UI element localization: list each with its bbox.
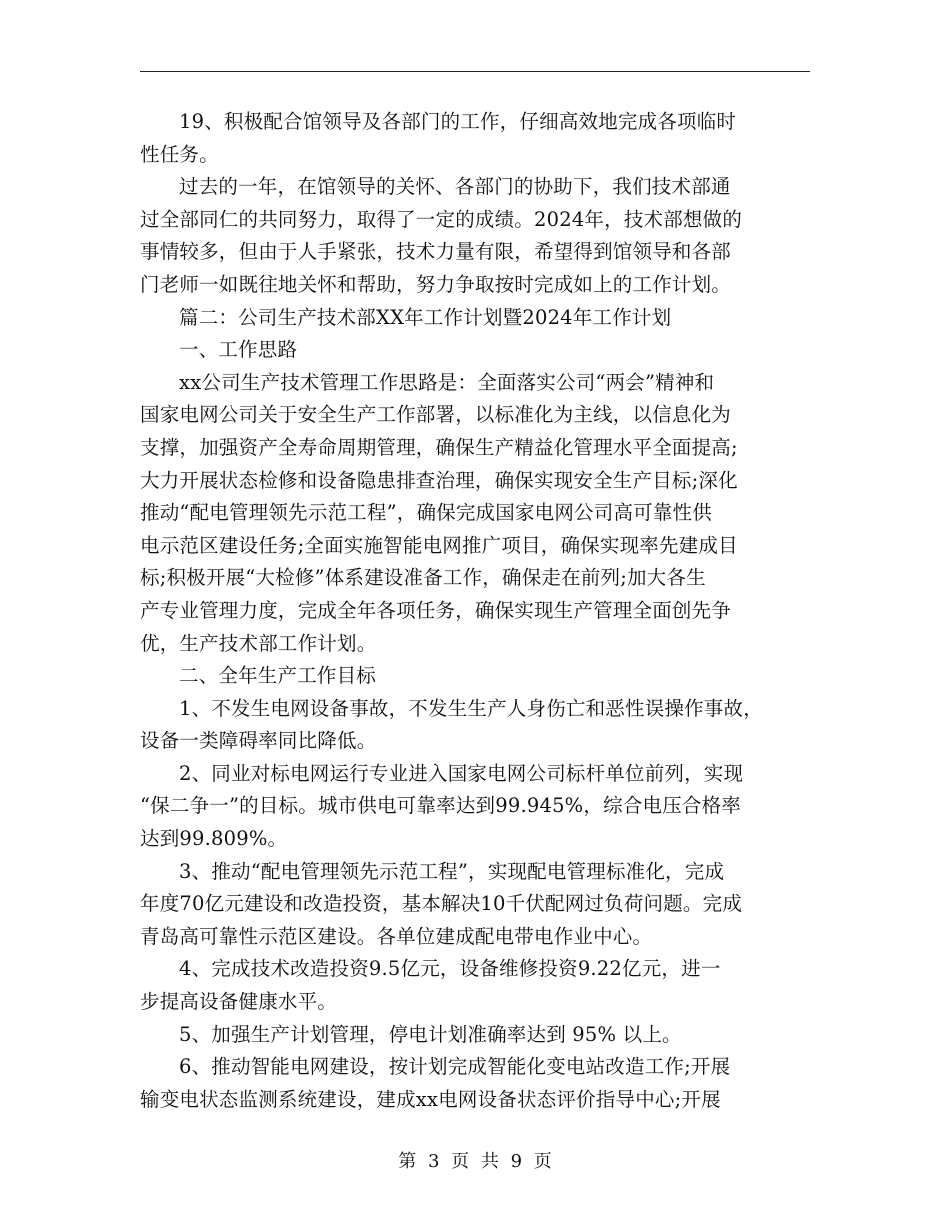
text-line: 支撑，加强资产全寿命周期管理，确保生产精益化管理水平全面提高; bbox=[140, 435, 738, 459]
text-line: 设备一类障碍率同比降低。 bbox=[140, 729, 377, 753]
header-rule bbox=[140, 71, 810, 72]
text-line: “保二争一”的目标。城市供电可靠率达到99.945%，综合电压合格率 bbox=[140, 794, 741, 818]
text-line: 5、加强生产计划管理，停电计划准确率达到 95% 以上。 bbox=[179, 1022, 682, 1046]
text-line: 2、同业对标电网运行专业进入国家电网公司标杆单位前列，实现 bbox=[179, 761, 744, 785]
text-line: 事情较多，但由于人手紧张，技术力量有限，希望得到馆领导和各部 bbox=[140, 240, 732, 264]
text-line: 达到99.809%。 bbox=[140, 827, 288, 851]
text-line: 优，生产技术部工作计划。 bbox=[140, 631, 377, 655]
text-line: 步提高设备健康水平。 bbox=[140, 990, 338, 1014]
text-line: 3、推动“配电管理领先示范工程”，实现配电管理标准化，完成 bbox=[179, 859, 725, 883]
text-line: 一、工作思路 bbox=[179, 338, 298, 362]
text-line: 4、完成技术改造投资9.5亿元，设备维修投资9.22亿元，进一 bbox=[179, 957, 721, 981]
text-line: 门老师一如既往地关怀和帮助，努力争取按时完成如上的工作计划。 bbox=[140, 272, 732, 296]
text-line: 1、不发生电网设备事故，不发生生产人身伤亡和恶性误操作事故， bbox=[179, 696, 763, 720]
text-line: 性任务。 bbox=[140, 142, 219, 166]
text-line: 标;积极开展“大检修”体系建设准备工作，确保走在前列;加大各生 bbox=[140, 566, 706, 590]
text-line: 过去的一年，在馆领导的关怀、各部门的协助下，我们技术部通 bbox=[179, 175, 731, 199]
document-body bbox=[140, 106, 820, 1116]
text-line: xx公司生产技术管理工作思路是：全面落实公司“两会”精神和 bbox=[179, 370, 715, 394]
text-line: 6、推动智能电网建设，按计划完成智能化变电站改造工作;开展 bbox=[179, 1055, 731, 1079]
text-line: 篇二：公司生产技术部XX年工作计划暨2024年工作计划 bbox=[179, 305, 672, 329]
text-line: 年度70亿元建设和改造投资，基本解决10千伏配网过负荷问题。完成 bbox=[140, 892, 743, 916]
text-line: 推动“配电管理领先示范工程”，确保完成国家电网公司高可靠性供 bbox=[140, 501, 712, 525]
text-line: 产专业管理力度，完成全年各项任务，确保实现生产管理全面创先争 bbox=[140, 598, 732, 622]
text-line: 过全部同仁的共同努力，取得了一定的成绩。2024年，技术部想做的 bbox=[140, 207, 743, 231]
text-line: 青岛高可靠性示范区建设。各单位建成配电带电作业中心。 bbox=[140, 924, 653, 948]
page-footer: 第 3 页 共 9 页 bbox=[398, 1151, 552, 1172]
text-line: 19、积极配合馆领导及各部门的工作，仔细高效地完成各项临时 bbox=[179, 110, 737, 133]
text-line: 输变电状态监测系统建设，建成xx电网设备状态评价指导中心;开展 bbox=[140, 1087, 721, 1111]
text-line: 大力开展状态检修和设备隐患排查治理，确保实现安全生产目标;深化 bbox=[140, 468, 738, 492]
text-line: 国家电网公司关于安全生产工作部署，以标准化为主线，以信息化为 bbox=[140, 403, 732, 427]
text-line: 二、全年生产工作目标 bbox=[179, 664, 377, 688]
text-line: 电示范区建设任务;全面实施智能电网推广项目，确保实现率先建成目 bbox=[140, 533, 738, 557]
